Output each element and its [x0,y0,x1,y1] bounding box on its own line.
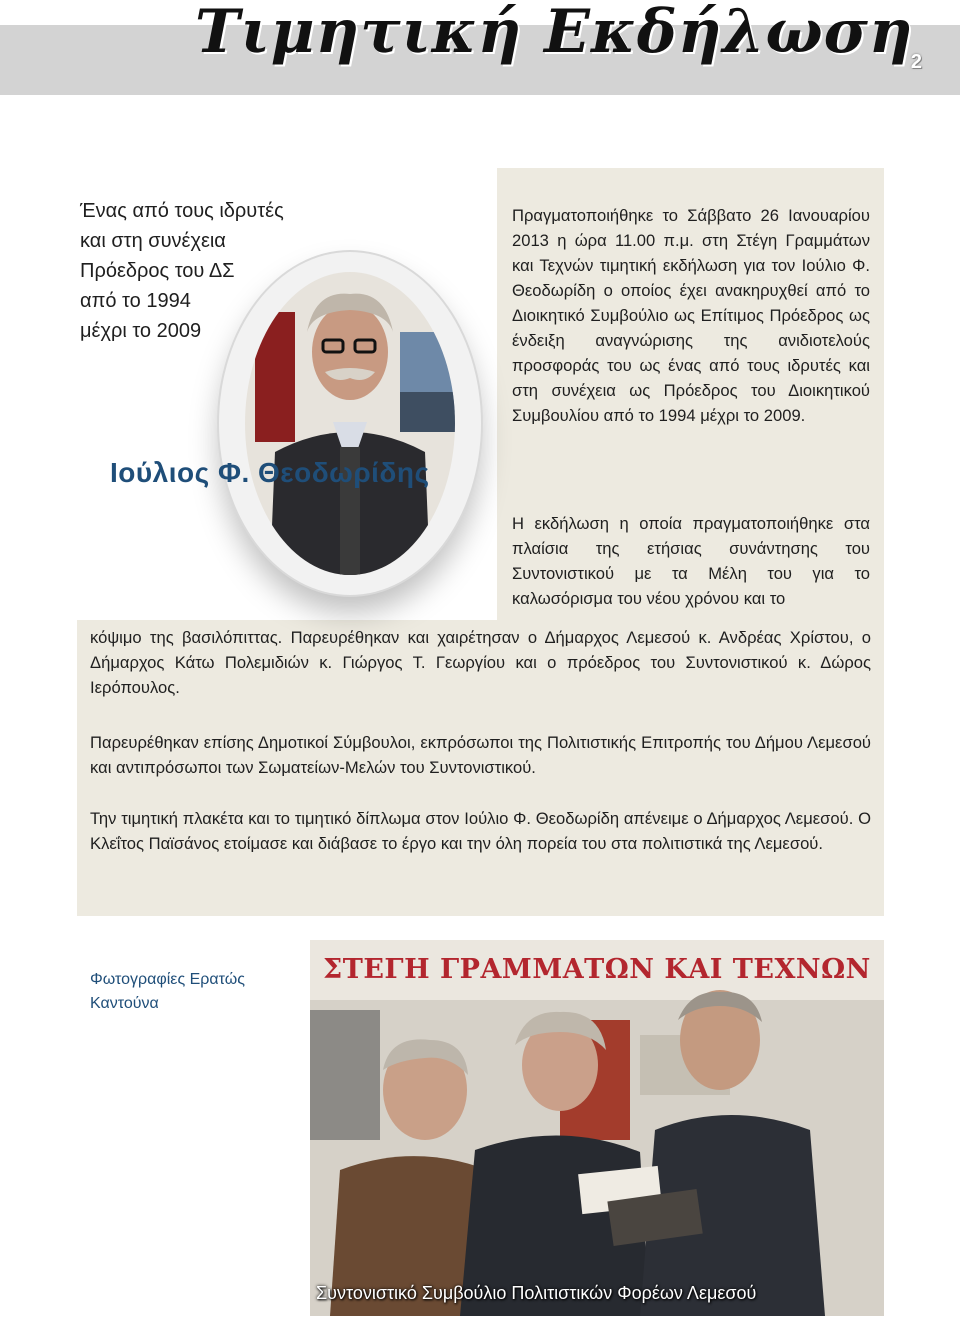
article-paragraph-2-start: Η εκδήλωση η οποία πραγματοποιήθηκε στα πλαίσια της ετήσιας συνάντησης του Συντονιστικού με τα Μέλη του για το καλωσόρισμα του νέου χρόνου και το [512,514,870,608]
event-photo-illustration [310,940,884,1316]
page-title: Τιμητική Εκδήλωση [195,0,914,67]
photo-credit: Φωτογραφίες Ερατώς Καντούνα [90,971,245,1012]
article-paragraph-2-end: κόψιμο της βασιλόπιττας. Παρευρέθηκαν και χαιρέτησαν ο Δήμαρχος Λεμεσού κ. Ανδρέας Χρίστου, ο Δήμαρχος Κάτω Πολεμιδιών κ. Γιώργος Τ. Γεωργίου και ο πρόεδρος του Συντονιστικού κ. Δώρος Ιερόπουλος. [90,628,871,697]
side-caption-line: μέχρι το 2009 [80,320,202,342]
event-photo [310,940,884,1316]
article-paragraph-1: Πραγματοποιήθηκε το Σάββατο 26 Ιανουαρίου 2013 η ώρα 11.00 π.μ. στη Στέγη Γραμμάτων και Τεχνών τιμητική εκδήλωση για τον Ιούλιο Φ. Θεοδωρίδη ο οποίος έχει ανακηρυχθεί από το Διοικητικό Συμβούλιο ως Επίτιμος Πρόεδρος ως ένδειξη αναγνώρισης της ανιδιοτελούς προσφοράς του ως ένας από τους ιδρυτές και στη συνέχεια ως Πρόεδρος του Διοικητικού Συμβουλίου από το 1994 μέχρι το 2009. [512,206,870,425]
photo-caption: Συντονιστικό Συμβούλιο Πολιτιστικών Φορέων Λεμεσού [316,1283,757,1303]
article-paragraph-4: Την τιμητική πλακέτα και το τιμητικό δίπλωμα στον Ιούλιο Φ. Θεοδωρίδη απένειμε ο Δήμαρχος Λεμεσού. Ο Κλεΐτος Παϊσάνος ετοίμασε και διάβασε το έργο και την όλη πορεία του στα πολιτιστικά της Λεμεσού. [90,809,871,853]
banner-text: ΣΤΕΓΗ ΓΡΑΜΜΑΤΩΝ ΚΑΙ ΤΕΧΝΩΝ [323,954,871,985]
portrait-photo [219,252,481,595]
side-caption-line: Πρόεδρος του ΔΣ [80,260,235,282]
side-caption-line: από το 1994 [80,290,191,312]
article-paragraph-3: Παρευρέθηκαν επίσης Δημοτικοί Σύμβουλοι, εκπρόσωποι της Πολιτιστικής Επιτροπής του Δήμου Λεμεσού και αντιπρόσωποι των Σωματείων-Μελών του Συντονιστικού. [90,733,871,777]
side-caption-line: και στη συνέχεια [80,230,226,252]
side-caption-line: Ένας από τους ιδρυτές [80,200,284,222]
portrait-illustration [245,272,455,575]
page-number: 2 [910,51,922,73]
portrait-image [245,272,455,575]
portrait-name: Ιούλιος Φ. Θεοδωρίδης [110,457,430,488]
